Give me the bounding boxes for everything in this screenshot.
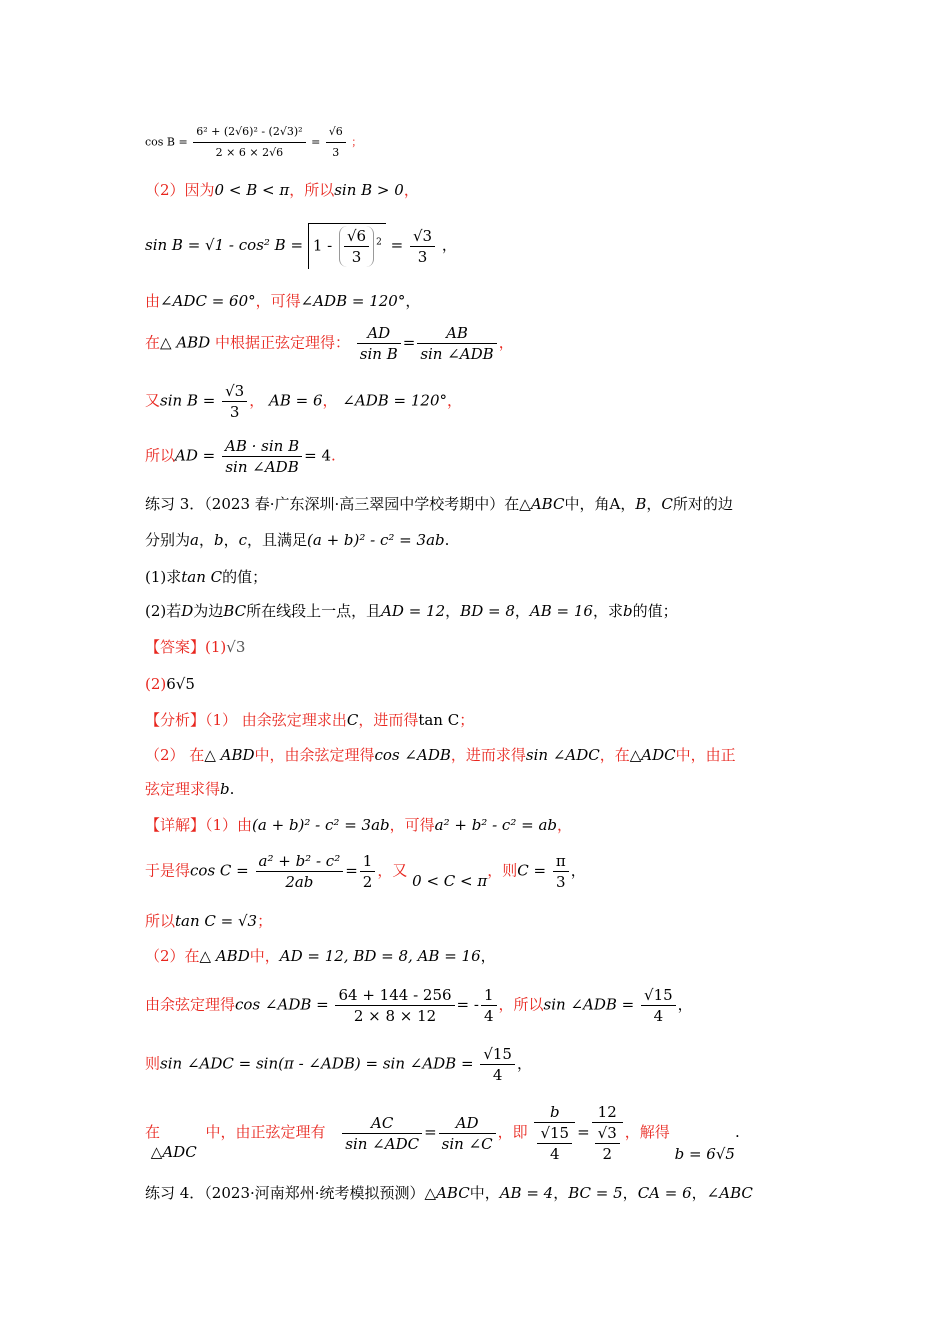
fraction	[342, 1113, 422, 1154]
text: ，	[480, 947, 496, 965]
text: ，则	[487, 861, 518, 880]
den: sin ∠C	[441, 1134, 493, 1153]
text: .	[444, 531, 450, 549]
fraction	[553, 851, 569, 892]
math: A	[609, 495, 621, 513]
den: sin ∠ADB	[225, 458, 299, 476]
math: sin ∠ADC	[525, 746, 600, 764]
text: ，即	[497, 1123, 528, 1141]
text: ，	[445, 602, 461, 620]
fraction	[439, 1113, 496, 1154]
math: C	[661, 495, 673, 513]
num: 1	[360, 851, 376, 872]
line-12	[145, 637, 245, 657]
math: BC = 5	[568, 1184, 623, 1202]
text: 弦定理求得	[145, 780, 221, 798]
text: ，在	[599, 746, 630, 764]
math: a	[190, 531, 199, 549]
den: 4	[492, 1066, 503, 1084]
text: ，	[677, 995, 693, 1014]
num: √15	[480, 1044, 515, 1065]
text: ，所以	[289, 181, 335, 199]
line-22	[145, 1044, 532, 1085]
math: △ ABD	[160, 333, 211, 352]
text: 在	[145, 1123, 161, 1141]
math: △ABC	[424, 1184, 470, 1202]
cosB-result	[326, 122, 346, 163]
text: 所对的边	[672, 495, 733, 513]
text: ，	[514, 602, 530, 620]
text: ，进而求得	[450, 746, 526, 764]
text: 中，	[249, 947, 280, 965]
math: AB = 16	[529, 602, 593, 620]
line-17	[145, 815, 572, 835]
text: ，求	[592, 602, 623, 620]
math: b	[220, 780, 230, 798]
cosB-result-num: √6	[326, 122, 346, 143]
text: 分别为	[145, 531, 191, 549]
text: 则	[145, 1054, 161, 1073]
math: √3	[226, 638, 246, 656]
den: 2ab	[285, 873, 314, 891]
line-13	[145, 674, 195, 694]
math: AB = 4	[499, 1184, 554, 1202]
math: AB = 6	[269, 391, 323, 410]
den	[592, 1123, 623, 1164]
text: ，	[516, 1054, 532, 1073]
text: ，	[556, 816, 572, 834]
sqrt-expression: 1 - $\frac{√6}{3}$ $^2$	[308, 223, 386, 269]
text: ，进而得	[358, 711, 419, 729]
num: 64 + 144 - 256	[335, 985, 454, 1006]
den: 2 × 8 × 12	[353, 1007, 437, 1025]
text: 所以	[145, 446, 176, 465]
math: AD =	[175, 446, 216, 465]
inner-fraction	[595, 1123, 620, 1164]
line-2	[145, 180, 419, 200]
cosB-formula	[145, 122, 362, 163]
text: ，	[322, 391, 338, 410]
math: △ ABD	[204, 746, 255, 764]
text: ，	[691, 1184, 707, 1202]
eq: = -	[456, 995, 479, 1014]
den: 3	[556, 873, 566, 891]
text: (2)	[145, 675, 167, 693]
line-18	[145, 851, 586, 892]
math: tan C	[418, 711, 460, 729]
eq: =	[390, 236, 404, 254]
eq: =	[577, 1123, 590, 1141]
text: 中，由正	[675, 746, 736, 764]
cosB-eq: =	[311, 135, 321, 149]
num: AD	[439, 1113, 496, 1134]
math: CA = 6	[637, 1184, 692, 1202]
text: ，所以	[498, 995, 544, 1014]
cosB-end: ；	[351, 135, 363, 149]
math: 0 < B < π	[214, 181, 290, 199]
text: (2)若	[145, 602, 182, 620]
num: AC	[342, 1113, 422, 1134]
text: 又	[145, 391, 161, 410]
den: 3	[351, 248, 362, 266]
inner-fraction	[339, 226, 374, 267]
line-6	[145, 381, 462, 422]
num: 12	[592, 1102, 623, 1123]
math: 0 < C < π	[412, 871, 488, 890]
text: 中根据正弦定理得：	[214, 333, 350, 352]
math: b	[622, 602, 633, 620]
math: b	[213, 531, 224, 549]
text: 练习 4．（2023·河南郑州·统考模拟预测）	[145, 1184, 425, 1202]
fraction	[360, 851, 376, 892]
fraction	[357, 323, 401, 364]
text: ，	[447, 391, 463, 410]
text: ，	[646, 495, 662, 513]
line-4	[145, 291, 420, 311]
text: ；	[459, 711, 475, 729]
text: 中，	[469, 1184, 500, 1202]
text: .	[331, 446, 336, 465]
math: AD = 12	[381, 602, 446, 620]
line-19	[145, 911, 272, 931]
cosB-numerator: 6² + (2√6)² - (2√3)²	[193, 122, 305, 143]
text: 由余弦定理得	[145, 995, 236, 1014]
comma: ，	[441, 236, 457, 254]
num: b	[534, 1102, 575, 1123]
math: BC	[223, 602, 247, 620]
text: 练习 3．（2023 春·广东深圳·高三翠园中学校考期中）在	[145, 495, 520, 513]
text: ，可得	[255, 292, 301, 310]
math: sin B =	[160, 391, 216, 410]
fraction	[256, 851, 344, 892]
math: ∠ABC	[706, 1184, 753, 1202]
math: cos ∠ADB =	[235, 995, 329, 1014]
num: π	[553, 851, 569, 872]
math: = 4	[304, 446, 331, 465]
line-23	[145, 1102, 740, 1164]
text: ，可得	[389, 816, 435, 834]
den: 2	[602, 1145, 612, 1163]
eq: =	[345, 861, 358, 880]
text: ，	[498, 333, 514, 352]
line-14	[145, 710, 474, 730]
line-8	[145, 494, 733, 514]
line-9	[145, 530, 449, 550]
text: 的值；	[222, 568, 268, 586]
math: sin B > 0	[334, 181, 404, 199]
num: a² + b² - c²	[256, 851, 344, 872]
math: ∠ADC = 60°	[160, 292, 256, 310]
complex-fraction-12	[592, 1102, 623, 1164]
num: √3	[410, 226, 435, 247]
math: tan C = √3	[175, 912, 258, 930]
math: cos ∠ADB	[374, 746, 451, 764]
math: sin ∠ADC = sin(π - ∠ADB) = sin ∠ADB =	[160, 1054, 474, 1073]
line-7	[145, 436, 336, 477]
text: ，	[570, 861, 586, 880]
math: a² + b² - c² = ab	[434, 816, 557, 834]
fraction	[222, 381, 247, 422]
line-11	[145, 601, 678, 621]
den: sin ∠ADB	[420, 345, 494, 363]
text: ，	[405, 292, 421, 310]
text: 中，由正弦定理有	[205, 1123, 326, 1141]
text: （2）因为	[145, 181, 215, 199]
text: （2） 在	[145, 746, 205, 764]
text: 于是得	[145, 861, 191, 880]
den: sin B	[359, 345, 398, 363]
text: ，又	[377, 861, 408, 880]
math: C	[346, 711, 359, 729]
math: sin B = √1 - cos² B =	[145, 236, 304, 254]
fraction	[417, 323, 496, 364]
cosB-result-den: 3	[332, 146, 340, 159]
text: ；	[257, 912, 273, 930]
math: AD = 12, BD = 8, AB = 16	[279, 947, 481, 965]
text: ，	[198, 531, 214, 549]
cosB-denominator: 2 × 6 × 2√6	[215, 146, 284, 159]
line-24	[145, 1183, 753, 1203]
num: AD	[357, 323, 401, 344]
result-fraction	[410, 226, 435, 267]
num: √3	[222, 381, 247, 402]
den: 3	[417, 247, 428, 266]
text: 所在线段上一点，且	[246, 602, 382, 620]
text: 中，角	[564, 495, 610, 513]
line-20	[145, 946, 496, 966]
num: AB · sin B	[222, 436, 302, 457]
math: (a + b)² - c² = 3ab	[252, 816, 390, 834]
fraction	[335, 985, 454, 1026]
math: D	[181, 602, 194, 620]
num: √6	[344, 226, 369, 247]
math: b = 6√5	[674, 1145, 735, 1163]
den: 4	[549, 1145, 560, 1163]
math: 1 -	[312, 236, 333, 255]
text: （2）在	[145, 947, 200, 965]
math: △ADC	[629, 746, 676, 764]
num: √15	[641, 985, 676, 1006]
den: sin ∠ADC	[345, 1134, 420, 1153]
complex-fraction-b	[534, 1102, 575, 1164]
math: ∠ADB = 120°	[300, 292, 406, 310]
eq: =	[424, 1123, 437, 1141]
math: 6√5	[166, 675, 195, 693]
line-5	[145, 323, 514, 364]
analysis-label: 【分析】（1） 由余弦定理求出	[145, 711, 347, 729]
den	[534, 1123, 575, 1164]
fraction	[481, 985, 497, 1026]
den: 4	[653, 1007, 664, 1025]
den: 4	[483, 1007, 494, 1025]
math: cos C =	[190, 861, 249, 880]
text: 中，由余弦定理得	[254, 746, 375, 764]
text: .	[734, 1123, 740, 1141]
math: tan C	[181, 568, 223, 586]
line-3	[145, 222, 457, 269]
line-16	[145, 779, 234, 799]
math: △ ABD	[199, 947, 250, 965]
num: AB	[417, 323, 496, 344]
math: BD = 8	[460, 602, 515, 620]
text: ，且满足	[247, 531, 308, 549]
text: .	[229, 780, 235, 798]
text: ，	[403, 181, 419, 199]
eq: =	[402, 333, 416, 352]
math: ∠ADB = 120°	[342, 391, 447, 410]
text: ，	[622, 1184, 638, 1202]
fraction	[641, 985, 676, 1026]
den: 3	[229, 403, 240, 421]
den: 2	[362, 873, 373, 891]
text: ，	[223, 531, 239, 549]
line-10	[145, 567, 267, 587]
answer-label: 【答案】	[145, 638, 206, 656]
math: △ADC	[150, 1143, 197, 1161]
cosB-fraction	[193, 122, 305, 163]
detail-label: 【详解】（1）由	[145, 816, 253, 834]
cosB-lhs: cos B =	[145, 135, 188, 149]
text: 为边	[193, 602, 224, 620]
inner-fraction	[537, 1123, 572, 1164]
num: √15	[537, 1123, 572, 1144]
math: △ABC	[519, 495, 565, 513]
text: (1)	[205, 638, 227, 656]
math: B	[635, 495, 647, 513]
math: sin ∠ADB =	[543, 995, 635, 1014]
text: ，	[620, 495, 636, 513]
text: 的值；	[632, 602, 678, 620]
text: (1)求	[145, 568, 182, 586]
fraction	[222, 436, 302, 477]
num: √3	[595, 1123, 620, 1144]
line-15	[145, 745, 736, 765]
line-21	[145, 985, 693, 1026]
text: ，	[553, 1184, 569, 1202]
math: (a + b)² - c² = 3ab	[307, 531, 445, 549]
text: ，解得	[624, 1123, 670, 1141]
text: ，	[249, 391, 265, 410]
num: 1	[481, 985, 497, 1006]
fraction	[480, 1044, 515, 1085]
text: 在	[145, 333, 161, 352]
text: 由	[145, 292, 161, 310]
math: C =	[517, 861, 547, 880]
text: 所以	[145, 912, 176, 930]
math: c	[238, 531, 248, 549]
